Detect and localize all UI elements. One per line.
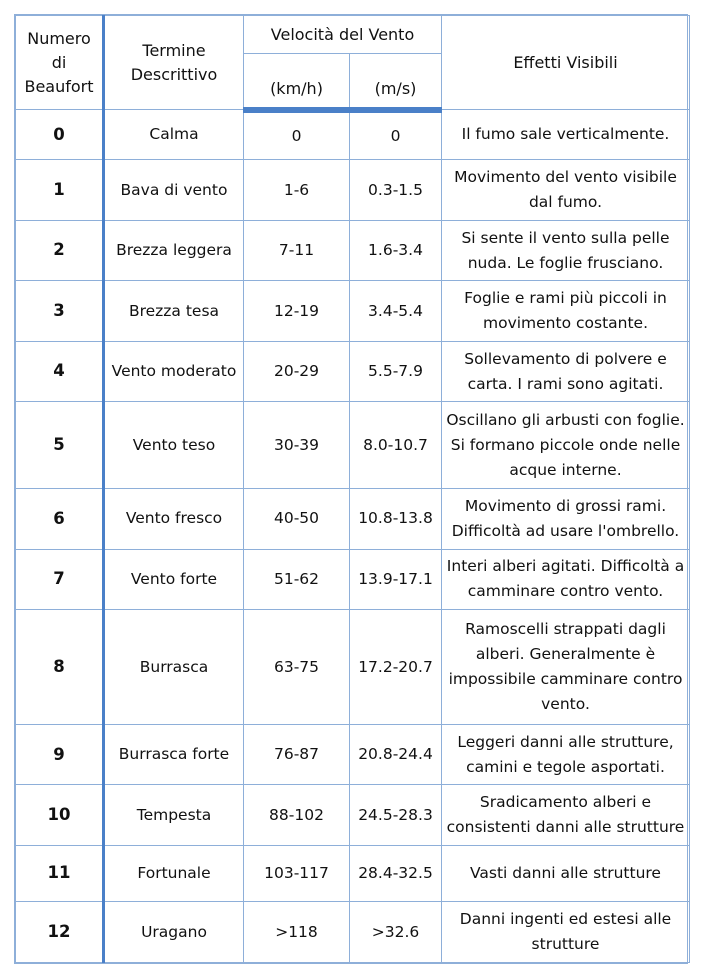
descriptive-term-cell: Bava di vento <box>104 160 244 220</box>
table-row <box>16 845 690 901</box>
beaufort-number-cell: 11 <box>16 845 104 901</box>
beaufort-number-cell: 1 <box>16 160 104 220</box>
table-row <box>16 281 690 341</box>
speed-kmh-cell: 63-75 <box>244 610 350 725</box>
beaufort-number-cell: 4 <box>16 341 104 401</box>
speed-ms-cell: 28.4-32.5 <box>350 845 442 901</box>
beaufort-number-cell: 6 <box>16 489 104 549</box>
visible-effect-cell: Sradicamento alberi e consistenti danni alle strutture <box>442 785 690 845</box>
speed-kmh-cell: 76-87 <box>244 724 350 784</box>
speed-kmh-cell: 30-39 <box>244 402 350 489</box>
table-row <box>16 341 690 401</box>
visible-effect-cell: Leggeri danni alle strutture, camini e tegole asportati. <box>442 724 690 784</box>
visible-effect-cell: Oscillano gli arbusti con foglie. Si formano piccole onde nelle acque interne. <box>442 402 690 489</box>
visible-effect-cell: Il fumo sale verticalmente. <box>442 110 690 160</box>
table-row <box>16 724 690 784</box>
beaufort-table <box>15 15 690 963</box>
speed-ms-cell: 20.8-24.4 <box>350 724 442 784</box>
table-row <box>16 902 690 963</box>
speed-ms-cell: 3.4-5.4 <box>350 281 442 341</box>
visible-effect-cell: Danni ingenti ed estesi alle strutture <box>442 902 690 963</box>
header-visible-effects: Effetti Visibili <box>442 16 690 110</box>
descriptive-term-cell: Burrasca <box>104 610 244 725</box>
speed-kmh-cell: 40-50 <box>244 489 350 549</box>
descriptive-term-cell: Tempesta <box>104 785 244 845</box>
visible-effect-cell: Interi alberi agitati. Difficoltà a camminare contro vento. <box>442 549 690 609</box>
beaufort-number-cell: 9 <box>16 724 104 784</box>
header-descriptive-term: Termine Descrittivo <box>104 16 244 110</box>
table-row <box>16 110 690 160</box>
descriptive-term-cell: Brezza tesa <box>104 281 244 341</box>
speed-ms-cell: 1.6-3.4 <box>350 220 442 280</box>
table-row <box>16 610 690 725</box>
visible-effect-cell: Sollevamento di polvere e carta. I rami sono agitati. <box>442 341 690 401</box>
descriptive-term-cell: Fortunale <box>104 845 244 901</box>
speed-kmh-cell: 103-117 <box>244 845 350 901</box>
speed-ms-cell: 0.3-1.5 <box>350 160 442 220</box>
speed-kmh-cell: 0 <box>244 110 350 160</box>
speed-ms-cell: 8.0-10.7 <box>350 402 442 489</box>
speed-ms-cell: 0 <box>350 110 442 160</box>
beaufort-number-cell: 3 <box>16 281 104 341</box>
header-beaufort-number: Numero di Beaufort <box>16 16 104 110</box>
visible-effect-cell: Foglie e rami più piccoli in movimento costante. <box>442 281 690 341</box>
descriptive-term-cell: Vento forte <box>104 549 244 609</box>
table-row <box>16 785 690 845</box>
beaufort-number-cell: 2 <box>16 220 104 280</box>
header-wind-speed: Velocità del Vento <box>244 16 442 54</box>
speed-ms-cell: 10.8-13.8 <box>350 489 442 549</box>
speed-kmh-cell: >118 <box>244 902 350 963</box>
beaufort-number-cell: 10 <box>16 785 104 845</box>
speed-ms-cell: >32.6 <box>350 902 442 963</box>
descriptive-term-cell: Brezza leggera <box>104 220 244 280</box>
header-kmh: (km/h) <box>244 54 350 110</box>
descriptive-term-cell: Burrasca forte <box>104 724 244 784</box>
speed-kmh-cell: 88-102 <box>244 785 350 845</box>
speed-kmh-cell: 7-11 <box>244 220 350 280</box>
speed-kmh-cell: 12-19 <box>244 281 350 341</box>
speed-ms-cell: 13.9-17.1 <box>350 549 442 609</box>
table-row <box>16 549 690 609</box>
speed-ms-cell: 24.5-28.3 <box>350 785 442 845</box>
speed-kmh-cell: 51-62 <box>244 549 350 609</box>
descriptive-term-cell: Vento teso <box>104 402 244 489</box>
table-row <box>16 220 690 280</box>
visible-effect-cell: Vasti danni alle strutture <box>442 845 690 901</box>
beaufort-number-cell: 0 <box>16 110 104 160</box>
beaufort-number-cell: 5 <box>16 402 104 489</box>
speed-kmh-cell: 20-29 <box>244 341 350 401</box>
visible-effect-cell: Movimento di grossi rami. Difficoltà ad usare l'ombrello. <box>442 489 690 549</box>
visible-effect-cell: Si sente il vento sulla pelle nuda. Le foglie frusciano. <box>442 220 690 280</box>
visible-effect-cell: Movimento del vento visibile dal fumo. <box>442 160 690 220</box>
descriptive-term-cell: Vento fresco <box>104 489 244 549</box>
beaufort-number-cell: 7 <box>16 549 104 609</box>
beaufort-number-cell: 8 <box>16 610 104 725</box>
descriptive-term-cell: Uragano <box>104 902 244 963</box>
table-row <box>16 489 690 549</box>
table-row <box>16 402 690 489</box>
descriptive-term-cell: Calma <box>104 110 244 160</box>
header-ms: (m/s) <box>350 54 442 110</box>
speed-kmh-cell: 1-6 <box>244 160 350 220</box>
beaufort-table-container <box>14 14 688 964</box>
beaufort-number-cell: 12 <box>16 902 104 963</box>
table-row <box>16 160 690 220</box>
visible-effect-cell: Ramoscelli strappati dagli alberi. Generalmente è impossibile camminare contro vento. <box>442 610 690 725</box>
speed-ms-cell: 17.2-20.7 <box>350 610 442 725</box>
descriptive-term-cell: Vento moderato <box>104 341 244 401</box>
speed-ms-cell: 5.5-7.9 <box>350 341 442 401</box>
